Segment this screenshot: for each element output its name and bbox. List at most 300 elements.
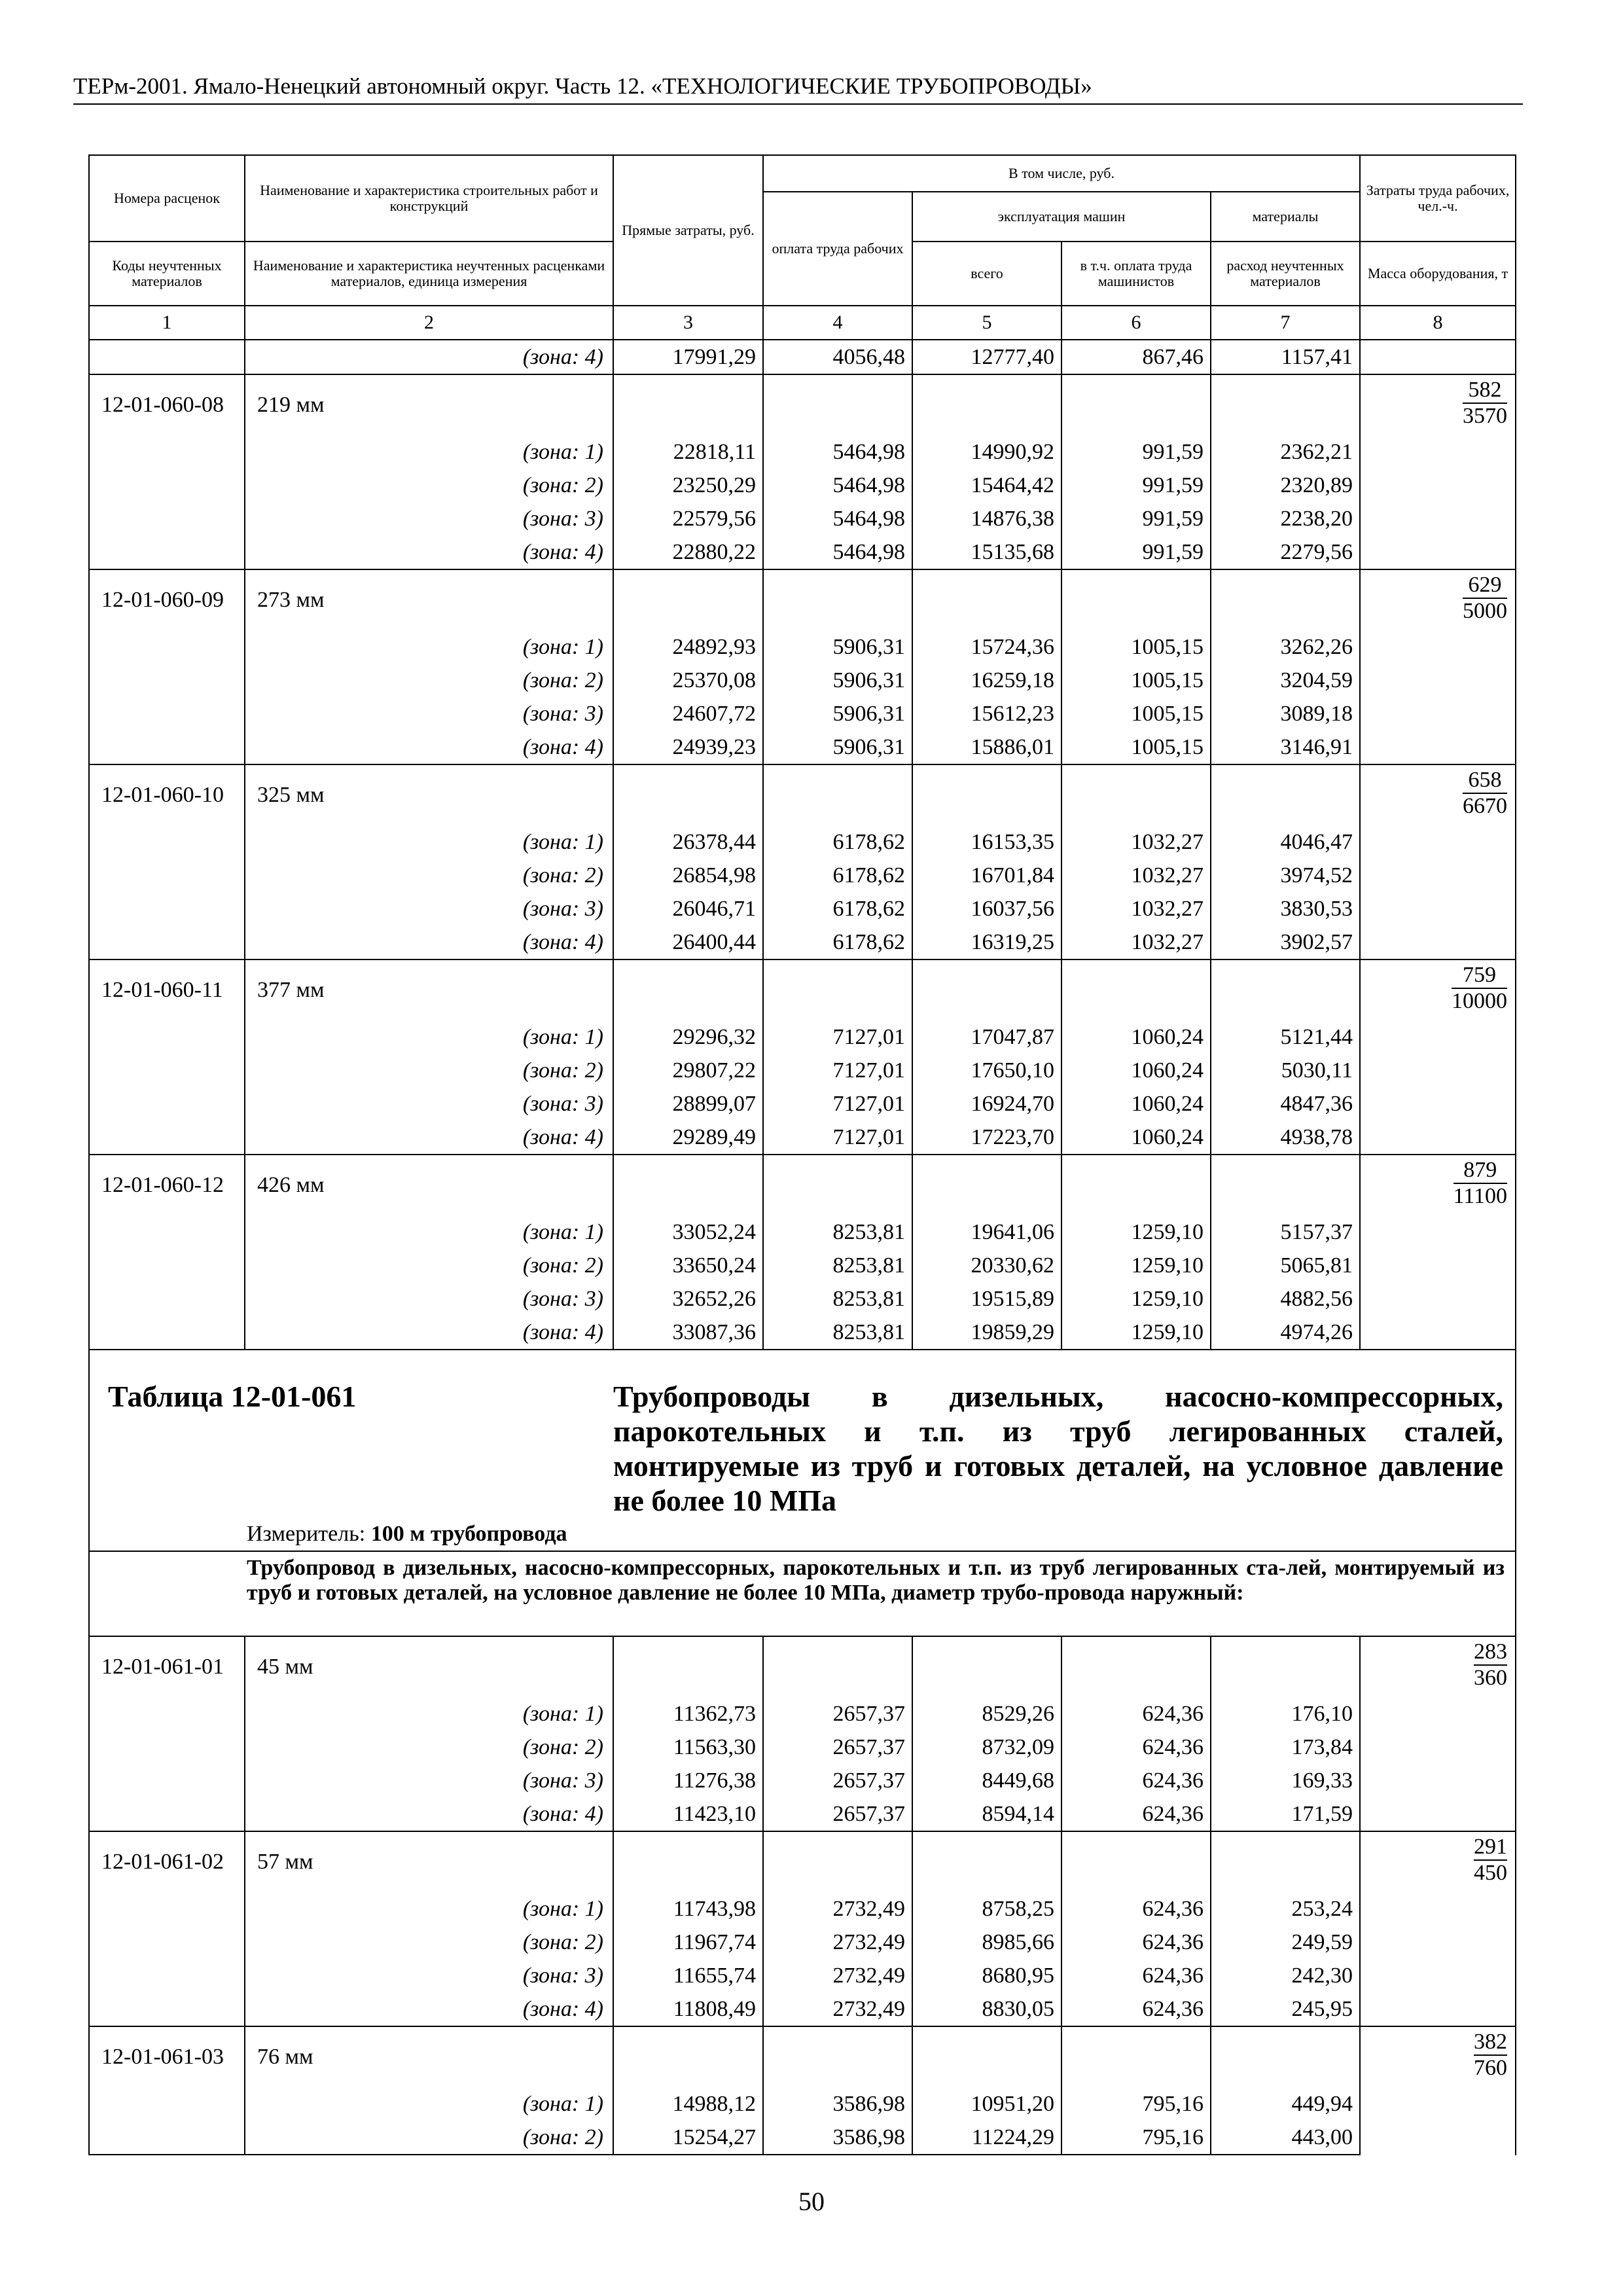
direct-costs-value: 26378,44: [613, 825, 763, 859]
direct-costs-value: 28899,07: [613, 1087, 763, 1121]
machines-total-value: 8732,09: [912, 1731, 1061, 1764]
zone-label: (зона: 2): [245, 1249, 613, 1282]
labor-mass-fraction: [1360, 2026, 1516, 2155]
zone-row: [89, 892, 1516, 925]
empty-cell: [89, 664, 245, 697]
zone-row: [89, 1215, 1516, 1249]
zone-label: (зона: 3): [245, 502, 613, 535]
header-machines: эксплуатация машин: [912, 192, 1211, 242]
labor-pay-value: 2657,37: [763, 1731, 912, 1764]
direct-costs-value: 11276,38: [613, 1764, 763, 1797]
zone-label: (зона: 3): [245, 1087, 613, 1121]
empty-cell: [89, 859, 245, 892]
machinist-pay-value: 1032,27: [1061, 925, 1211, 960]
labor-pay-value: 8253,81: [763, 1215, 912, 1249]
rate-code: 12-01-060-10: [89, 764, 245, 825]
column-number: 2: [245, 306, 613, 340]
header-material-codes: Коды неучтенных материалов: [89, 242, 245, 306]
zone-row: [89, 1797, 1516, 1831]
header-labor-pay: оплата труда рабочих: [763, 192, 912, 306]
labor-pay-value: 8253,81: [763, 1282, 912, 1316]
labor-pay-value: 2657,37: [763, 1764, 912, 1797]
labor-pay-value: 5906,31: [763, 730, 912, 764]
header-unaccounted-materials: расход неучтенных материалов: [1211, 242, 1360, 306]
materials-value: 253,24: [1211, 1892, 1360, 1926]
zone-row: [89, 1731, 1516, 1764]
fraction: [1463, 768, 1507, 819]
labor-pay-value: 2732,49: [763, 1926, 912, 1959]
machines-total-value: 17650,10: [912, 1054, 1061, 1087]
zone-row: [89, 630, 1516, 664]
measurement-unit: [247, 1522, 567, 1547]
empty-cell: [613, 960, 763, 1020]
empty-cell: [613, 1831, 763, 1892]
machines-total-value: 12777,40: [912, 340, 1061, 374]
empty-cell: [1211, 374, 1360, 435]
labor-costs-value: 291: [1474, 1835, 1507, 1861]
empty-cell: [89, 1054, 245, 1087]
direct-costs-value: 33650,24: [613, 1249, 763, 1282]
column-numbers-row: [89, 306, 1516, 340]
pipe-diameter: 325 мм: [245, 764, 613, 825]
zone-label: (зона: 4): [245, 1992, 613, 2026]
zone-label: (зона: 1): [245, 2087, 613, 2121]
direct-costs-value: 11808,49: [613, 1992, 763, 2026]
machines-total-value: 15464,42: [912, 469, 1061, 502]
empty-cell: [763, 960, 912, 1020]
machines-total-value: 19515,89: [912, 1282, 1061, 1316]
machines-total-value: 11224,29: [912, 2121, 1061, 2155]
labor-mass-fraction: [1360, 569, 1516, 764]
labor-mass-fraction: [1360, 960, 1516, 1155]
materials-value: 4882,56: [1211, 1282, 1360, 1316]
materials-value: 171,59: [1211, 1797, 1360, 1831]
machinist-pay-value: 1032,27: [1061, 892, 1211, 925]
empty-cell: [89, 435, 245, 469]
empty-cell: [89, 469, 245, 502]
zone-row: [89, 1926, 1516, 1959]
machinist-pay-value: 991,59: [1061, 435, 1211, 469]
empty-cell: [763, 1155, 912, 1215]
zone-row: [89, 2121, 1516, 2155]
materials-value: 2320,89: [1211, 469, 1360, 502]
equipment-mass-value: 6670: [1463, 794, 1508, 818]
materials-value: 4938,78: [1211, 1121, 1360, 1155]
labor-pay-value: 5464,98: [763, 535, 912, 569]
labor-pay-value: 7127,01: [763, 1121, 912, 1155]
labor-mass-fraction: [1360, 1636, 1516, 1831]
table-body-060: [89, 340, 1516, 1350]
labor-pay-value: 2657,37: [763, 1697, 912, 1731]
zone-label: (зона: 1): [245, 435, 613, 469]
rate-entry-row: [89, 374, 1516, 435]
machinist-pay-value: 1259,10: [1061, 1282, 1211, 1316]
materials-value: 242,30: [1211, 1959, 1360, 1992]
machinist-pay-value: 1032,27: [1061, 825, 1211, 859]
machines-total-value: 15724,36: [912, 630, 1061, 664]
zone-row: [89, 1249, 1516, 1282]
machines-total-value: 17223,70: [912, 1121, 1061, 1155]
machinist-pay-value: 1032,27: [1061, 859, 1211, 892]
direct-costs-value: 15254,27: [613, 2121, 763, 2155]
empty-cell: [763, 2026, 912, 2087]
empty-cell: [89, 825, 245, 859]
table-title-row: [89, 1350, 1516, 1551]
header-machinist-pay: в т.ч. оплата труда машинистов: [1061, 242, 1211, 306]
machinist-pay-value: 1259,10: [1061, 1316, 1211, 1350]
materials-value: 1157,41: [1211, 340, 1360, 374]
empty-cell: [912, 569, 1061, 630]
zone-row: [89, 1892, 1516, 1926]
zone-label: (зона: 2): [245, 1054, 613, 1087]
header-including: В том числе, руб.: [763, 155, 1360, 192]
direct-costs-value: 33052,24: [613, 1215, 763, 1249]
zone-row: [89, 925, 1516, 960]
materials-value: 5121,44: [1211, 1020, 1360, 1054]
zone-label: (зона: 4): [245, 925, 613, 960]
group-caption: Трубопровод в дизельных, насосно-компрессорных, парокотельных и т.п. из труб легированных ста-лей, монтируемый из труб и готовых деталей, на условное давление не более 10 МПа, диаметр трубо-провода наружный:: [247, 1556, 1505, 1605]
rate-code: 12-01-061-02: [89, 1831, 245, 1892]
zone-row: [89, 502, 1516, 535]
materials-value: 2362,21: [1211, 435, 1360, 469]
direct-costs-value: 24939,23: [613, 730, 763, 764]
empty-cell: [1211, 1155, 1360, 1215]
materials-value: 2238,20: [1211, 502, 1360, 535]
labor-pay-value: 5464,98: [763, 502, 912, 535]
materials-value: 5157,37: [1211, 1215, 1360, 1249]
labor-costs-value: 759: [1452, 963, 1507, 989]
pipe-diameter: 219 мм: [245, 374, 613, 435]
machinist-pay-value: 1005,15: [1061, 630, 1211, 664]
machines-total-value: 16924,70: [912, 1087, 1061, 1121]
empty-cell: [763, 1636, 912, 1697]
rate-code: 12-01-060-11: [89, 960, 245, 1020]
machines-total-value: 16701,84: [912, 859, 1061, 892]
direct-costs-value: 25370,08: [613, 664, 763, 697]
direct-costs-value: 26854,98: [613, 859, 763, 892]
machinist-pay-value: 624,36: [1061, 1926, 1211, 1959]
empty-cell: [89, 925, 245, 960]
machinist-pay-value: 795,16: [1061, 2121, 1211, 2155]
zone-row: [89, 1087, 1516, 1121]
machines-total-value: 17047,87: [912, 1020, 1061, 1054]
rate-entry-row: [89, 960, 1516, 1020]
machines-total-value: 16319,25: [912, 925, 1061, 960]
zone-label: (зона: 4): [245, 730, 613, 764]
machinist-pay-value: 1060,24: [1061, 1020, 1211, 1054]
labor-pay-value: 3586,98: [763, 2121, 912, 2155]
empty-cell: [89, 1316, 245, 1350]
table-body-061: [89, 1636, 1516, 2155]
header-materials: материалы: [1211, 192, 1360, 242]
zone-row: [89, 1121, 1516, 1155]
direct-costs-value: 22818,11: [613, 435, 763, 469]
machinist-pay-value: 624,36: [1061, 1731, 1211, 1764]
empty-cell: [1061, 1636, 1211, 1697]
direct-costs-value: 24892,93: [613, 630, 763, 664]
empty-cell: [1211, 764, 1360, 825]
zone-row: [89, 1020, 1516, 1054]
direct-costs-value: 29289,49: [613, 1121, 763, 1155]
empty-cell: [1061, 2026, 1211, 2087]
materials-value: 3830,53: [1211, 892, 1360, 925]
machines-total-value: 8985,66: [912, 1926, 1061, 1959]
empty-cell: [613, 764, 763, 825]
labor-pay-value: 2732,49: [763, 1892, 912, 1926]
empty-cell: [912, 1155, 1061, 1215]
pipe-diameter: 377 мм: [245, 960, 613, 1020]
labor-mass-fraction: [1360, 1831, 1516, 2026]
machinist-pay-value: 1005,15: [1061, 730, 1211, 764]
direct-costs-value: 32652,26: [613, 1282, 763, 1316]
materials-value: 176,10: [1211, 1697, 1360, 1731]
zone-label: (зона: 3): [245, 1282, 613, 1316]
labor-costs-value: 629: [1463, 573, 1507, 599]
empty-cell: [89, 630, 245, 664]
empty-cell: [89, 1959, 245, 1992]
machinist-pay-value: 624,36: [1061, 1892, 1211, 1926]
empty-cell: [89, 1892, 245, 1926]
rate-entry-row: [89, 1155, 1516, 1215]
direct-costs-value: 29807,22: [613, 1054, 763, 1087]
column-number: 7: [1211, 306, 1360, 340]
header-material-names: Наименование и характеристика неучтенных расценками материалов, единица измерения: [245, 242, 613, 306]
rate-code: 12-01-061-03: [89, 2026, 245, 2087]
empty-cell: [1211, 1831, 1360, 1892]
machines-total-value: 8529,26: [912, 1697, 1061, 1731]
materials-value: 245,95: [1211, 1992, 1360, 2026]
zone-label: (зона: 1): [245, 1215, 613, 1249]
machines-total-value: 8594,14: [912, 1797, 1061, 1831]
machinist-pay-value: 867,46: [1061, 340, 1211, 374]
machinist-pay-value: 795,16: [1061, 2087, 1211, 2121]
empty-cell: [89, 1249, 245, 1282]
machines-total-value: 19859,29: [912, 1316, 1061, 1350]
equipment-mass-value: 10000: [1452, 989, 1508, 1013]
labor-pay-value: 6178,62: [763, 859, 912, 892]
column-number: 8: [1360, 306, 1516, 340]
labor-costs-value: 382: [1474, 2030, 1507, 2056]
labor-pay-value: 5906,31: [763, 630, 912, 664]
materials-value: 173,84: [1211, 1731, 1360, 1764]
empty-cell: [89, 1764, 245, 1797]
materials-value: 449,94: [1211, 2087, 1360, 2121]
machines-total-value: 16153,35: [912, 825, 1061, 859]
zone-row: [89, 469, 1516, 502]
zone-label: (зона: 4): [245, 535, 613, 569]
machinist-pay-value: 624,36: [1061, 1797, 1211, 1831]
labor-pay-value: 6178,62: [763, 825, 912, 859]
zone-label: (зона: 1): [245, 825, 613, 859]
direct-costs-value: 23250,29: [613, 469, 763, 502]
empty-cell: [89, 2121, 245, 2155]
empty-cell: [1061, 374, 1211, 435]
unit-label: Измеритель:: [247, 1522, 366, 1546]
zone-row: [89, 1054, 1516, 1087]
direct-costs-value: 11655,74: [613, 1959, 763, 1992]
machinist-pay-value: 1259,10: [1061, 1249, 1211, 1282]
zone-label: (зона: 3): [245, 697, 613, 730]
empty-cell: [89, 1087, 245, 1121]
unit-value: 100 м трубопровода: [370, 1522, 567, 1546]
price-table: [88, 154, 1515, 2155]
materials-value: 3902,57: [1211, 925, 1360, 960]
zone-label: (зона: 1): [245, 1697, 613, 1731]
rate-code: 12-01-060-08: [89, 374, 245, 435]
direct-costs-value: 11967,74: [613, 1926, 763, 1959]
direct-costs-value: 22579,56: [613, 502, 763, 535]
labor-pay-value: 7127,01: [763, 1054, 912, 1087]
direct-costs-value: 26400,44: [613, 925, 763, 960]
machines-total-value: 19641,06: [912, 1215, 1061, 1249]
zone-label: (зона: 2): [245, 469, 613, 502]
machinist-pay-value: 1005,15: [1061, 664, 1211, 697]
machinist-pay-value: 624,36: [1061, 1992, 1211, 2026]
labor-pay-value: 6178,62: [763, 925, 912, 960]
direct-costs-value: 11563,30: [613, 1731, 763, 1764]
zone-row: [89, 1697, 1516, 1731]
direct-costs-value: 33087,36: [613, 1316, 763, 1350]
zone-row: [89, 1316, 1516, 1350]
zone-row: [89, 435, 1516, 469]
zone-row: [89, 825, 1516, 859]
machines-total-value: 8758,25: [912, 1892, 1061, 1926]
empty-cell: [763, 764, 912, 825]
header-machines-total: всего: [912, 242, 1061, 306]
zone-label: (зона: 2): [245, 1731, 613, 1764]
empty-cell: [89, 1020, 245, 1054]
rate-entry-row: [89, 2026, 1516, 2087]
direct-costs-value: 11423,10: [613, 1797, 763, 1831]
zone-label: (зона: 2): [245, 1926, 613, 1959]
pipe-diameter: 45 мм: [245, 1636, 613, 1697]
column-number: 5: [912, 306, 1061, 340]
materials-value: 4046,47: [1211, 825, 1360, 859]
zone-label: (зона: 2): [245, 664, 613, 697]
fraction: [1463, 573, 1507, 624]
machinist-pay-value: 991,59: [1061, 502, 1211, 535]
machines-total-value: 15612,23: [912, 697, 1061, 730]
zone-label: (зона: 3): [245, 1764, 613, 1797]
labor-pay-value: 5906,31: [763, 697, 912, 730]
empty-cell: [89, 340, 245, 374]
labor-mass-fraction: [1360, 374, 1516, 569]
zone-label: (зона: 2): [245, 859, 613, 892]
header-work-name: Наименование и характеристика строительных работ и конструкций: [245, 155, 613, 242]
empty-cell: [89, 730, 245, 764]
group-caption-row: [89, 1551, 1516, 1636]
machines-total-value: 8680,95: [912, 1959, 1061, 1992]
machines-total-value: 15135,68: [912, 535, 1061, 569]
machines-total-value: 14990,92: [912, 435, 1061, 469]
materials-value: 5030,11: [1211, 1054, 1360, 1087]
column-number: 1: [89, 306, 245, 340]
machinist-pay-value: 1060,24: [1061, 1121, 1211, 1155]
machinist-pay-value: 1005,15: [1061, 697, 1211, 730]
direct-costs-value: 14988,12: [613, 2087, 763, 2121]
empty-cell: [89, 1926, 245, 1959]
zone-row: [89, 1992, 1516, 2026]
fraction: [1474, 2030, 1507, 2081]
fraction: [1452, 963, 1507, 1014]
empty-cell: [89, 502, 245, 535]
column-number: 6: [1061, 306, 1211, 340]
empty-cell: [1061, 1831, 1211, 1892]
pipe-diameter: 57 мм: [245, 1831, 613, 1892]
materials-value: 3146,91: [1211, 730, 1360, 764]
empty-cell: [613, 374, 763, 435]
empty-cell: [89, 1121, 245, 1155]
zone-label: (зона: 3): [245, 892, 613, 925]
materials-value: 3089,18: [1211, 697, 1360, 730]
labor-pay-value: 2732,49: [763, 1992, 912, 2026]
direct-costs-value: 22880,22: [613, 535, 763, 569]
zone-row: [89, 859, 1516, 892]
empty-cell: [1211, 569, 1360, 630]
direct-costs-value: 29296,32: [613, 1020, 763, 1054]
direct-costs-value: 24607,72: [613, 697, 763, 730]
materials-value: 169,33: [1211, 1764, 1360, 1797]
direct-costs-value: 17991,29: [613, 340, 763, 374]
empty-cell: [89, 1797, 245, 1831]
empty-cell: [89, 1731, 245, 1764]
empty-cell: [613, 569, 763, 630]
machines-total-value: 10951,20: [912, 2087, 1061, 2121]
empty-cell: [912, 960, 1061, 1020]
labor-pay-value: 5464,98: [763, 435, 912, 469]
labor-pay-value: 2732,49: [763, 1959, 912, 1992]
empty-cell: [763, 1831, 912, 1892]
page-number: 50: [798, 2187, 825, 2216]
machines-total-value: 8449,68: [912, 1764, 1061, 1797]
header-labor-costs: Затраты труда рабочих, чел.-ч.: [1360, 155, 1516, 242]
empty-cell: [89, 892, 245, 925]
header-equipment-mass: Масса оборудования, т: [1360, 242, 1516, 306]
zone-row: [89, 664, 1516, 697]
zone-row: [89, 1764, 1516, 1797]
labor-pay-value: 3586,98: [763, 2087, 912, 2121]
machines-total-value: 8830,05: [912, 1992, 1061, 2026]
labor-costs-value: 658: [1463, 768, 1507, 794]
labor-pay-value: 7127,01: [763, 1087, 912, 1121]
machines-total-value: 16037,56: [912, 892, 1061, 925]
rate-entry-row: [89, 569, 1516, 630]
materials-value: 3974,52: [1211, 859, 1360, 892]
fraction: [1474, 1640, 1507, 1691]
labor-pay-value: 2657,37: [763, 1797, 912, 1831]
equipment-mass-value: 360: [1474, 1666, 1508, 1690]
zone-row: [89, 340, 1516, 374]
machinist-pay-value: 624,36: [1061, 1959, 1211, 1992]
fraction: [1463, 378, 1507, 429]
rate-entry-row: [89, 1636, 1516, 1697]
labor-pay-value: 8253,81: [763, 1316, 912, 1350]
zone-row: [89, 535, 1516, 569]
column-number: 4: [763, 306, 912, 340]
labor-costs-value: 582: [1463, 378, 1507, 404]
empty-cell: [912, 2026, 1061, 2087]
zone-label: (зона: 2): [245, 2121, 613, 2155]
zone-label: (зона: 3): [245, 1959, 613, 1992]
labor-pay-value: 5464,98: [763, 469, 912, 502]
zone-row: [89, 730, 1516, 764]
zone-label: (зона: 1): [245, 1020, 613, 1054]
direct-costs-value: 26046,71: [613, 892, 763, 925]
empty-cell: [1061, 960, 1211, 1020]
running-header: ТЕРм-2001. Ямало-Ненецкий автономный округ. Часть 12. «ТЕХНОЛОГИЧЕСКИЕ ТРУБОПРОВОДЫ»: [73, 72, 1523, 105]
equipment-mass-value: 5000: [1463, 599, 1508, 623]
machines-total-value: 16259,18: [912, 664, 1061, 697]
